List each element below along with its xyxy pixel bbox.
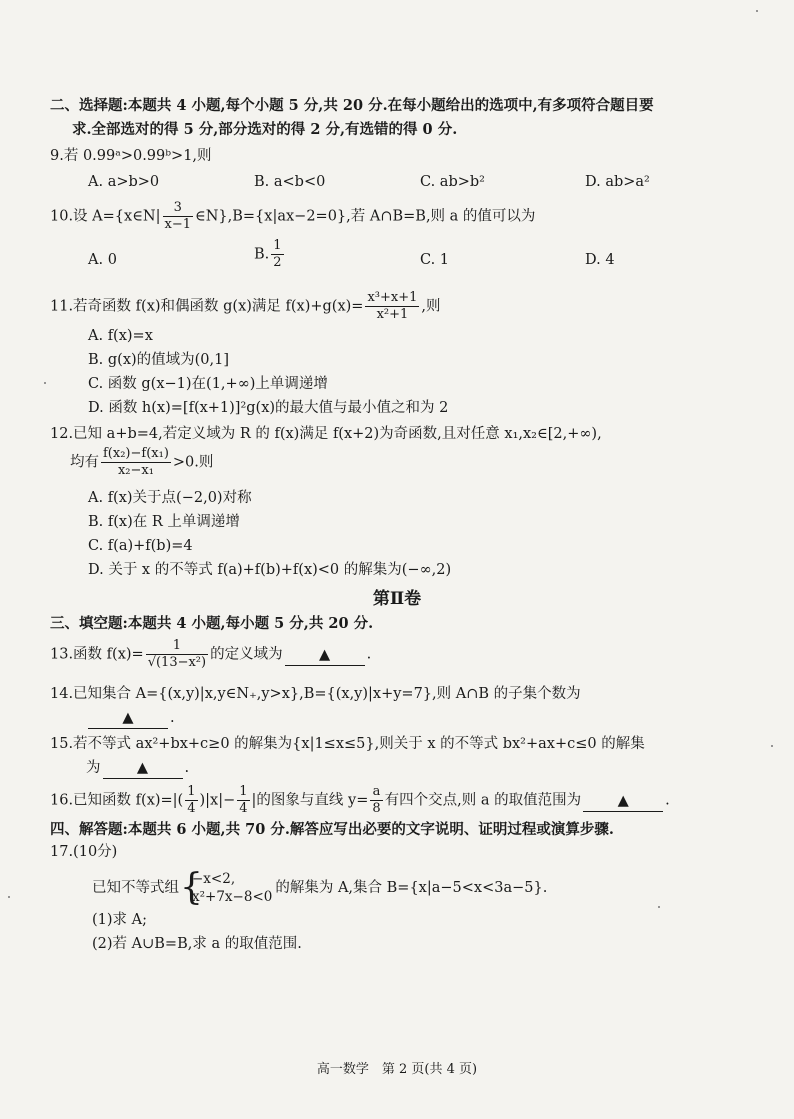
q12-stem-line1: 12.已知 a+b=4,若定义域为 R 的 f(x)满足 f(x+2)为奇函数,且对任意 x₁,x₂∈[2,+∞),: [50, 426, 602, 442]
q12-fraction: [101, 446, 171, 479]
q12-option-d: D. 关于 x 的不等式 f(a)+f(b)+f(x)<0 的解集为(−∞,2): [88, 562, 452, 578]
q12-line2-a: 均有: [70, 454, 99, 471]
q13-stem: [50, 638, 371, 671]
q16-line-den: 8: [372, 801, 381, 816]
q16-stem: [50, 784, 670, 817]
q13-end: .: [366, 646, 372, 663]
q12-line2-b: >0.则: [172, 454, 214, 471]
q9-option-d: D. ab>a²: [585, 174, 650, 190]
q17-part2: (2)若 A∪B=B,求 a 的取值范围.: [92, 936, 302, 952]
q11-stem: [50, 290, 441, 323]
q14-stem-line2: [86, 708, 175, 729]
q16-answer-blank[interactable]: ▲: [583, 791, 663, 812]
page-footer: 高一数学 第 2 页(共 4 页): [316, 1062, 478, 1077]
q15-answer-blank[interactable]: ▲: [103, 758, 183, 779]
q11-option-a: A. f(x)=x: [88, 328, 153, 344]
q11-option-d: D. 函数 h(x)=[f(x+1)]²g(x)的最大值与最小值之和为 2: [88, 400, 449, 416]
scan-speck: [756, 10, 758, 12]
q11-option-c: C. 函数 g(x−1)在(1,+∞)上单调递增: [88, 376, 328, 392]
q16-line-num: a: [370, 784, 382, 801]
q16-sub-fraction: [237, 784, 249, 817]
q17-system-row2: x²+7x−8<0: [192, 889, 273, 905]
scan-speck: [8, 896, 10, 898]
q16-sub-num: 1: [239, 784, 248, 799]
q16-exponent: )|x|−: [199, 792, 236, 809]
q10-option-b: [254, 238, 286, 271]
q13-fraction: [146, 638, 208, 671]
q11-frac-den: x²+1: [376, 307, 409, 322]
q13-stem-b: 的定义域为: [210, 646, 283, 663]
part2-title: 第Ⅱ卷: [372, 589, 422, 609]
q11-stem-b: ,则: [421, 298, 441, 315]
q11-fraction: [365, 290, 419, 323]
scan-speck: [658, 906, 660, 908]
q15-stem-line1: 15.若不等式 ax²+bx+c≥0 的解集为{x|1≤x≤5},则关于 x 的不等式 bx²+ax+c≤0 的解集: [50, 736, 645, 752]
section4-title: 四、解答题:本题共 6 小题,共 70 分.解答应写出必要的文字说明、证明过程或演算步骤.: [50, 821, 614, 838]
q10-frac-den: x−1: [164, 217, 191, 232]
q10-stem-a: 10.设 A={x∈N|: [50, 208, 161, 225]
q16-stem-b: |的图象与直线 y=: [251, 792, 369, 809]
q15-end: .: [184, 760, 190, 776]
q13-frac-num: 1: [146, 638, 208, 655]
scan-speck: [771, 745, 773, 747]
q17-inequality-system: [180, 867, 273, 908]
section3-title: 三、填空题:本题共 4 小题,每小题 5 分,共 20 分.: [50, 615, 374, 632]
q15-stem-line2: [86, 758, 189, 779]
q14-stem-line1: 14.已知集合 A={(x,y)|x,y∈N₊,y>x},B={(x,y)|x+y=7},则 A∩B 的子集个数为: [50, 686, 581, 702]
q10-stem: [50, 200, 535, 233]
q10-stem-b: ∈N},B={x|ax−2=0},若 A∩B=B,则 a 的值可以为: [195, 208, 536, 225]
q10-option-c: C. 1: [420, 252, 450, 268]
q10-option-a: A. 0: [88, 252, 117, 268]
q16-base-den: 4: [187, 801, 196, 816]
q17-stem: [92, 867, 548, 908]
q15-line2-prefix: 为: [86, 760, 101, 776]
section2-title-line1: 二、选择题:本题共 4 小题,每个小题 5 分,共 20 分.在每小题给出的选项中,有多项符合题目要: [50, 97, 654, 114]
brace-icon: {: [180, 867, 203, 908]
q12-option-a: A. f(x)关于点(−2,0)对称: [88, 490, 252, 506]
q12-frac-den: x₂−x₁: [117, 463, 154, 478]
scan-speck: [44, 382, 46, 384]
q10-fraction: [163, 200, 194, 233]
q17-system-row1: −x<2,: [192, 871, 236, 887]
q9-stem: 9.若 0.99ᵃ>0.99ᵇ>1,则: [50, 148, 212, 164]
q11-option-b: B. g(x)的值域为(0,1]: [88, 352, 230, 368]
q14-end: .: [170, 710, 175, 726]
q17-header: 17.(10分): [50, 844, 118, 860]
q13-answer-blank[interactable]: ▲: [285, 645, 365, 666]
q16-end: .: [665, 792, 670, 809]
q9-option-c: C. ab>b²: [420, 174, 485, 190]
q16-stem-a: 16.已知函数 f(x)=|(: [50, 792, 184, 809]
q16-base-fraction: [185, 784, 197, 817]
q12-stem-line2: [70, 446, 213, 479]
q10-option-b-prefix: B.: [254, 246, 270, 263]
q10-option-d: D. 4: [585, 252, 615, 268]
section2-title-line2: 求.全部选对的得 5 分,部分选对的得 2 分,有选错的得 0 分.: [72, 121, 458, 138]
q17-intro: 已知不等式组: [92, 880, 179, 896]
q12-option-b: B. f(x)在 R 上单调递增: [88, 514, 240, 530]
q16-base-num: 1: [187, 784, 196, 799]
q16-stem-c: 有四个交点,则 a 的取值范围为: [384, 792, 582, 809]
q14-answer-blank[interactable]: ▲: [88, 708, 168, 729]
q13-frac-den: √(13−x²): [147, 655, 207, 670]
q9-option-a: A. a>b>0: [88, 174, 160, 190]
q9-option-b: B. a<b<0: [254, 174, 326, 190]
q16-line-fraction: [370, 784, 382, 817]
q17-part1: (1)求 A;: [92, 912, 148, 928]
q12-option-c: C. f(a)+f(b)=4: [88, 538, 193, 554]
q17-tail: 的解集为 A,集合 B={x|a−5<x<3a−5}.: [275, 880, 548, 896]
q11-frac-num: x³+x+1: [367, 290, 418, 305]
q10-option-b-fraction: [271, 238, 283, 271]
q13-stem-a: 13.函数 f(x)=: [50, 646, 144, 663]
q10-option-b-den: 2: [273, 255, 282, 270]
q10-frac-num: 3: [163, 200, 194, 217]
q16-sub-den: 4: [239, 801, 248, 816]
q10-option-b-num: 1: [273, 238, 282, 253]
q12-frac-num: f(x₂)−f(x₁): [103, 446, 169, 461]
q11-stem-a: 11.若奇函数 f(x)和偶函数 g(x)满足 f(x)+g(x)=: [50, 298, 364, 315]
